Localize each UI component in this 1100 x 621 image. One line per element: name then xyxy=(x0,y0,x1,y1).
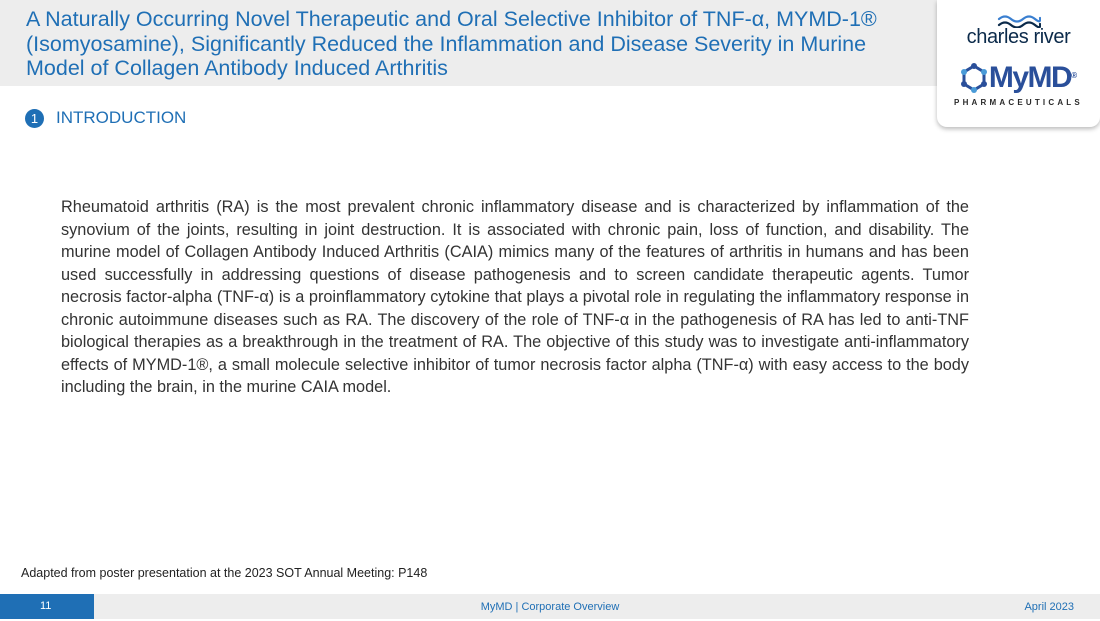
logo-card xyxy=(937,0,1100,127)
mymd-logo xyxy=(937,60,1100,107)
section-number-badge: 1 xyxy=(25,109,44,128)
introduction-paragraph: Rheumatoid arthritis (RA) is the most prevalent chronic inflammatory disease and is characterized by inflammation of the synovium of the joints, resulting in joint destruction. It is associated with chronic pain, loss of function, and disability. The murine model of Collagen Antibody Induced Arthritis (CAIA) mimics many of the features of arthritis in humans and has been used successfully in addressing questions of disease pathogenesis and to screen candidate therapeutic agents. Tumor necrosis factor-alpha (TNF-α) is a proinflammatory cytokine that plays a pivotal role in regulating the inflammatory response in chronic autoimmune diseases such as RA. The discovery of the role of TNF-α in the pathogenesis of RA has led to anti-TNF biological therapies as a breakthrough in the treatment of RA. The objective of this study was to investigate anti-inflammatory effects of MYMD-1®, a small molecule selective inhibitor of tumor necrosis factor alpha (TNF-α) with easy access to the body including the brain, in the murine CAIA model. xyxy=(61,198,969,396)
charles-river-logo xyxy=(937,14,1100,49)
slide-title: A Naturally Occurring Novel Therapeutic and Oral Selective Inhibitor of TNF-α, MYMD-1® (Isomyosamine), Significantly Reduced the Inflammation and Disease Severity in Murine Model of Collagen Antibody Induced Arthritis xyxy=(26,7,877,80)
section-heading xyxy=(25,108,186,128)
mymd-wordmark: MyMD xyxy=(988,61,1072,94)
source-note: Adapted from poster presentation at the 2023 SOT Annual Meeting: P148 xyxy=(21,566,428,580)
mymd-subtitle: PHARMACEUTICALS xyxy=(954,98,1083,107)
mymd-registered-mark: ® xyxy=(1071,71,1078,80)
footer-center-text: MyMD | Corporate Overview xyxy=(480,601,620,613)
footer-date: April 2023 xyxy=(1024,601,1074,613)
section-title: INTRODUCTION xyxy=(56,108,187,127)
page-number: 11 xyxy=(40,600,52,612)
molecule-icon xyxy=(960,63,988,93)
charles-river-wordmark: charles river xyxy=(966,26,1071,48)
